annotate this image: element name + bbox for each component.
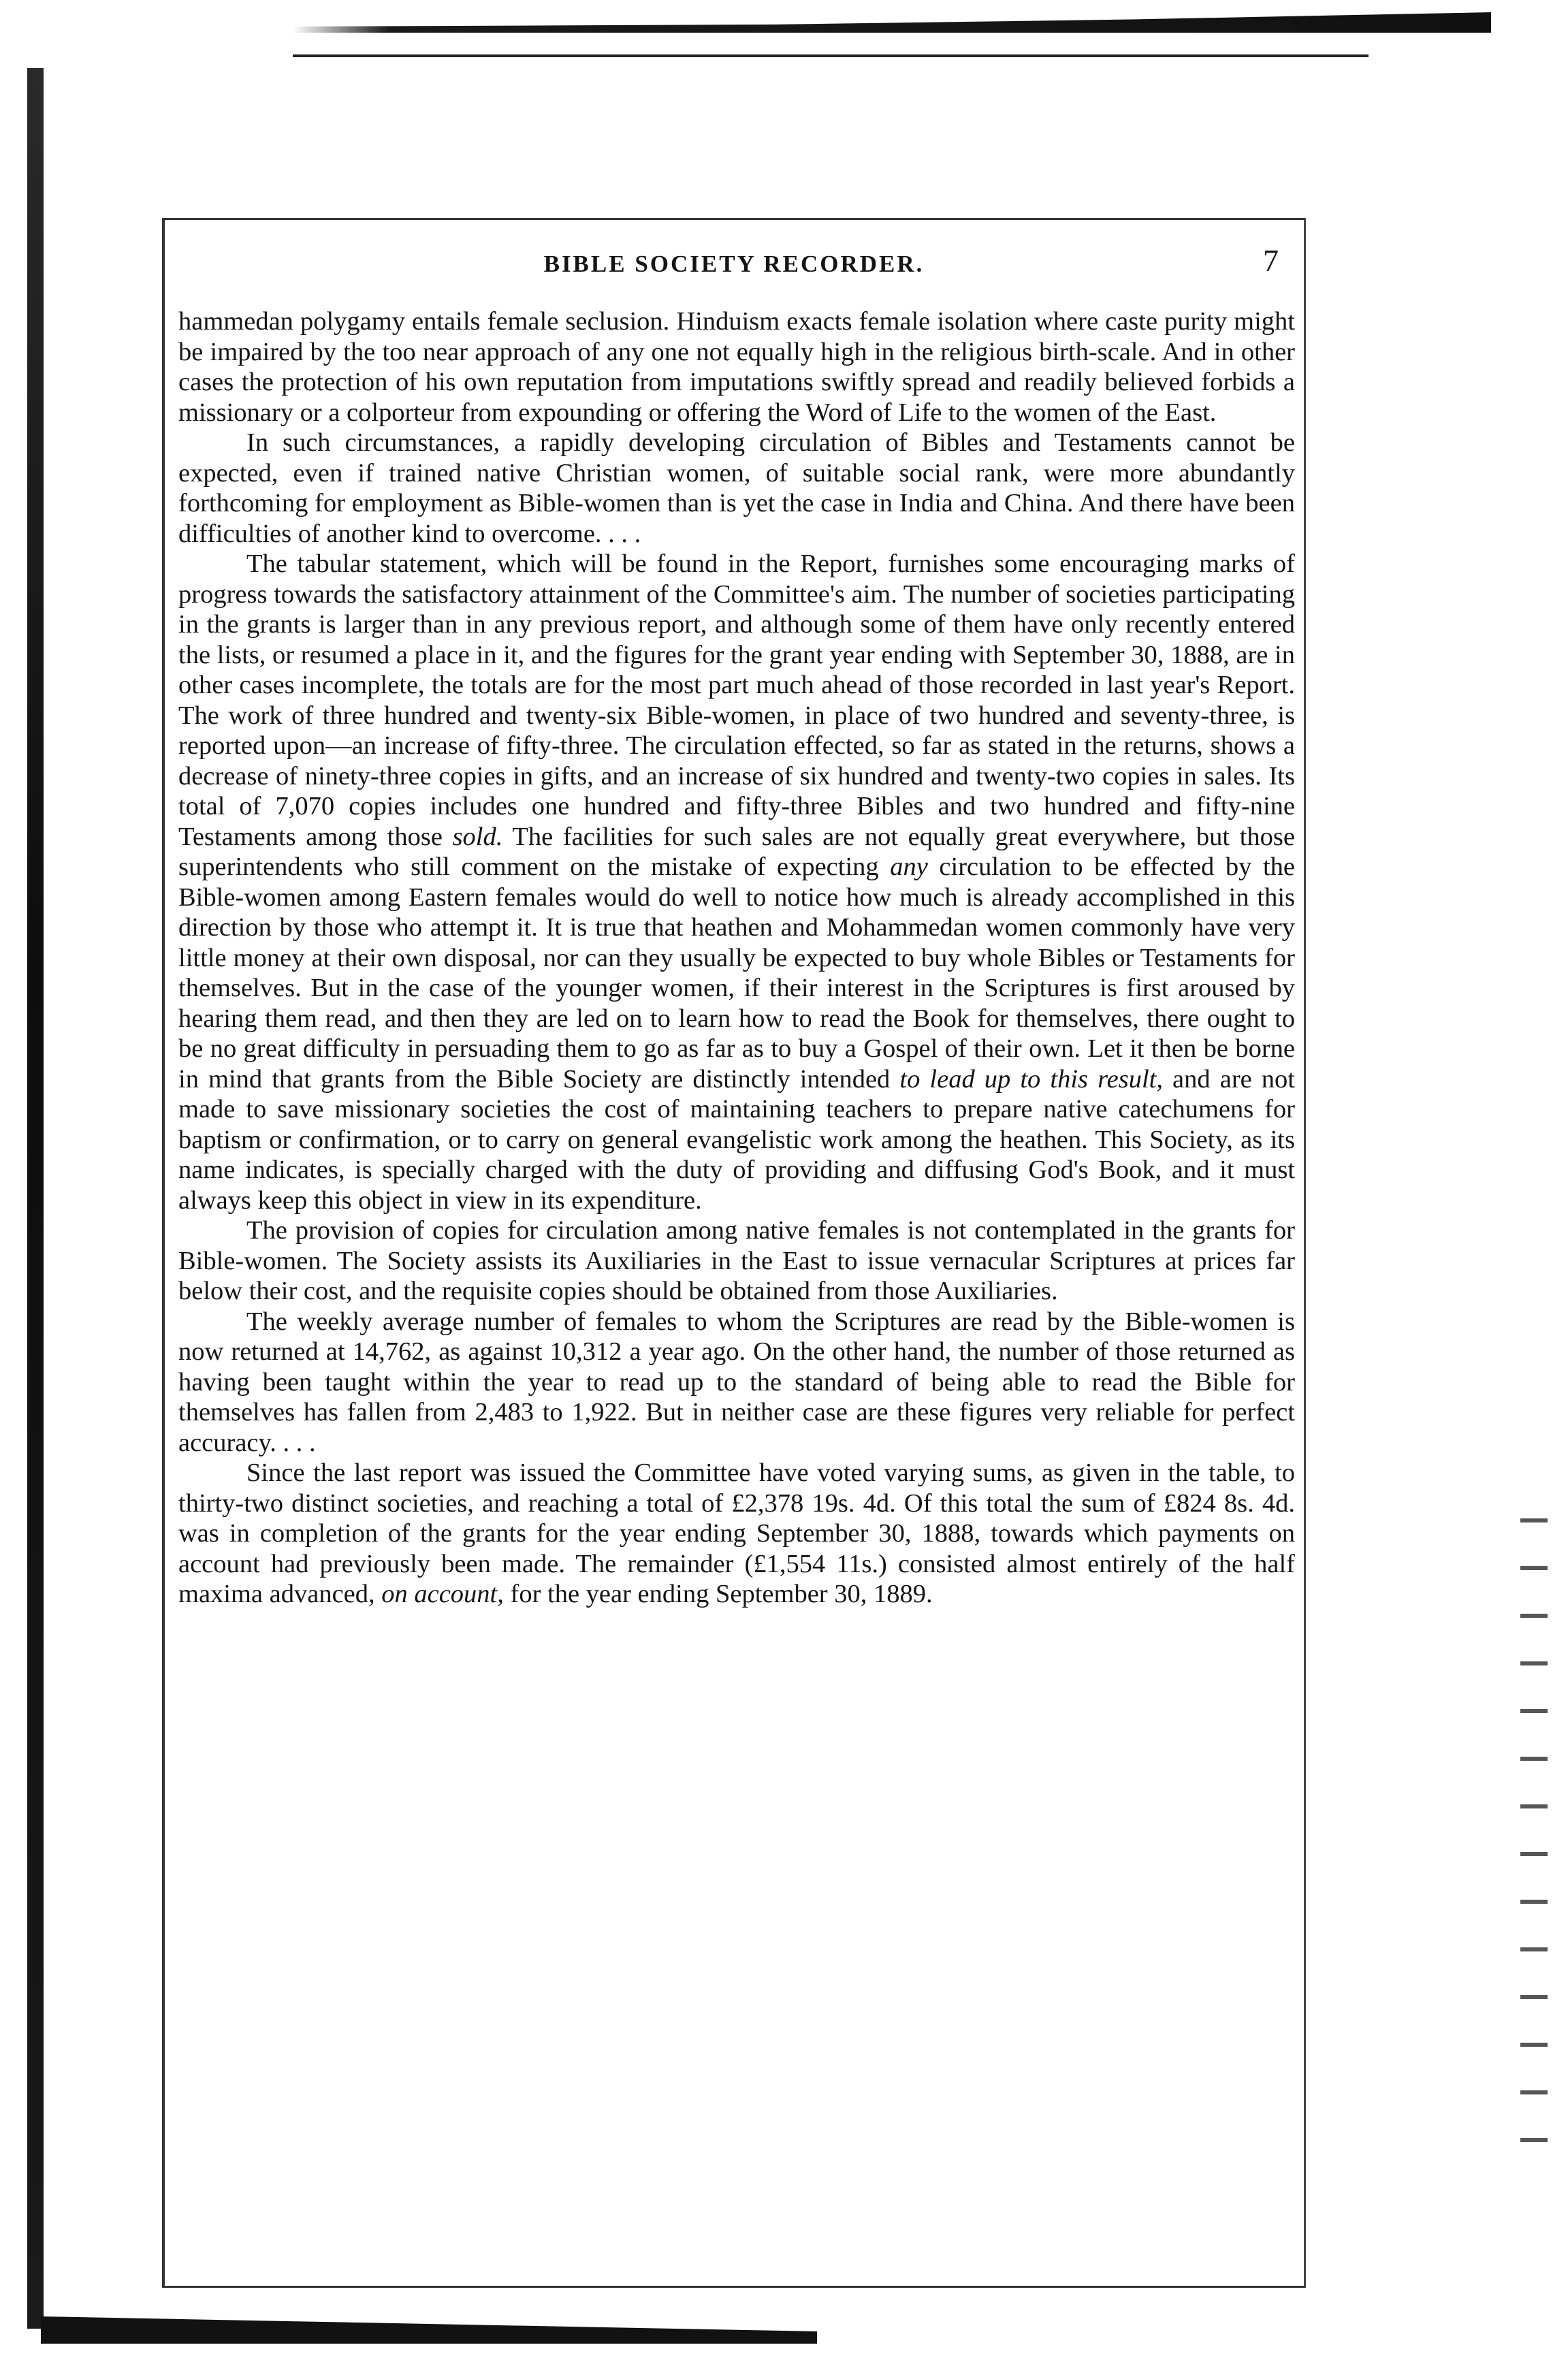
running-title: BIBLE SOCIETY RECORDER.	[543, 251, 925, 277]
paragraph-3-text-a: The tabular statement, which will be found in the Report, furnishes some encouraging marks of progress towards the satisfactory attainment of the Committee's aim. The number of societies participating in the grants is larger than in any previous report, and although some of them have only recently entered the lists, or resumed a place in it, and the figures for the grant year ending with September 30, 1888, are in other cases incomplete, the totals are for the most part much ahead of those recorded in last year's Report. The work of three hundred and twenty-six Bible-women, in place of two hundred and seventy-three, is reported upon—an increase of fifty-three. The circulation effected, so far as stated in the returns, shows a decrease of ninety-three copies in gifts, and an increase of six hundred and twenty-two copies in sales. Its total of 7,070 copies includes one hundred and fifty-three Bibles and two hundred and fifty-nine Testaments among those	[178, 549, 1295, 851]
scan-edge-specks	[1520, 1498, 1548, 2179]
paragraph-3-text-d: and are not made to save missionary societies the cost of maintaining teachers to prepare native catechumens for baptism or confirmation, or to carry on general evangelistic work among the heathen. This Society, as its name indicates, is specially charged with the duty of providing and diffusing God's Book, and it must always keep this object in view in its expenditure.	[178, 1064, 1295, 1215]
paragraph-3-italic-result: to lead up to this result,	[899, 1064, 1163, 1094]
paragraph-6-text-b: for the year ending September 30, 1889.	[503, 1580, 933, 1608]
paragraph-3-text-b: The facilities for such sales are not equally great everywhere, but those superintendents who still comment on the mistake of expecting	[178, 822, 1295, 881]
paragraph-3-italic-any: any	[890, 852, 928, 881]
paragraph-1: hammedan polygamy entails female seclusion. Hinduism exacts female isolation where caste purity might be impaired by the too near approach of any one not equally high in the religious birth-scale. And in other cases the protection of his own reputation from imputations swiftly spread and readily believed forbids a missionary or a colporteur from expounding or offering the Word of Life to the women of the East.	[178, 307, 1295, 427]
scan-border-bottom	[41, 2316, 817, 2344]
paragraph-5: The weekly average number of females to whom the Scriptures are read by the Bible-women is now returned at 14,762, as against 10,312 a year ago. On the other hand, the number of those returned as having been taught within the year to read up to the standard of being able to read the Bible for themselves has fallen from 2,483 to 1,922. But in neither case are these figures very reliable for perfect accuracy. . . .	[178, 1307, 1295, 1457]
paragraph-2: In such circumstances, a rapidly developing circulation of Bibles and Testaments cannot be expected, even if trained native Christian women, of suitable social rank, were more abundantly forthcoming for employment as Bible-women than is yet the case in India and China. And there have been difficulties of another kind to overcome. . . .	[178, 428, 1295, 548]
paragraph-3	[178, 549, 1295, 1215]
paragraph-6-text-a: Since the last report was issued the Committee have voted varying sums, as given in the table, to thirty-two distinct societies, and reaching a total of £2,378 19s. 4d. Of this total the sum of £824 8s. 4d. was in completion of the grants for the year ending September 30, 1888, towards which payments on account had previously been made. The remainder (£1,554 11s.) consisted almost entirely of the half maxima advanced,	[178, 1458, 1295, 1608]
paragraph-3-italic-sold: sold.	[452, 822, 503, 851]
scan-border-top-line	[293, 54, 1369, 57]
paragraph-3-text-c: circulation to be effected by the Bible-women among Eastern females would do well to notice how much is already accomplished in this direction by those who attempt it. It is true that heathen and Mohammedan women commonly have very little money at their own disposal, nor can they usually be expected to buy whole Bibles or Testaments for themselves. But in the case of the younger women, if their interest in the Scriptures is first aroused by hearing them read, and then they are led on to learn how to read the Book for themselves, there ought to be no great difficulty in persuading them to go as far as to buy a Gospel of their own. Let it then be borne in mind that grants from the Bible Society are distinctly intended	[178, 852, 1296, 1094]
running-head	[162, 243, 1306, 291]
scan-border-left	[27, 68, 44, 2329]
scan-border-top	[293, 12, 1491, 33]
paragraph-6	[178, 1458, 1295, 1610]
paragraph-6-italic: on account,	[381, 1580, 504, 1608]
page-number: 7	[1263, 243, 1279, 278]
body-text	[178, 306, 1295, 1610]
paragraph-4: The provision of copies for circulation among native females is not contemplated in the grants for Bible-women. The Society assists its Auxiliaries in the East to issue vernacular Scriptures at prices far below their cost, and the requisite copies should be obtained from those Auxiliaries.	[178, 1216, 1295, 1305]
